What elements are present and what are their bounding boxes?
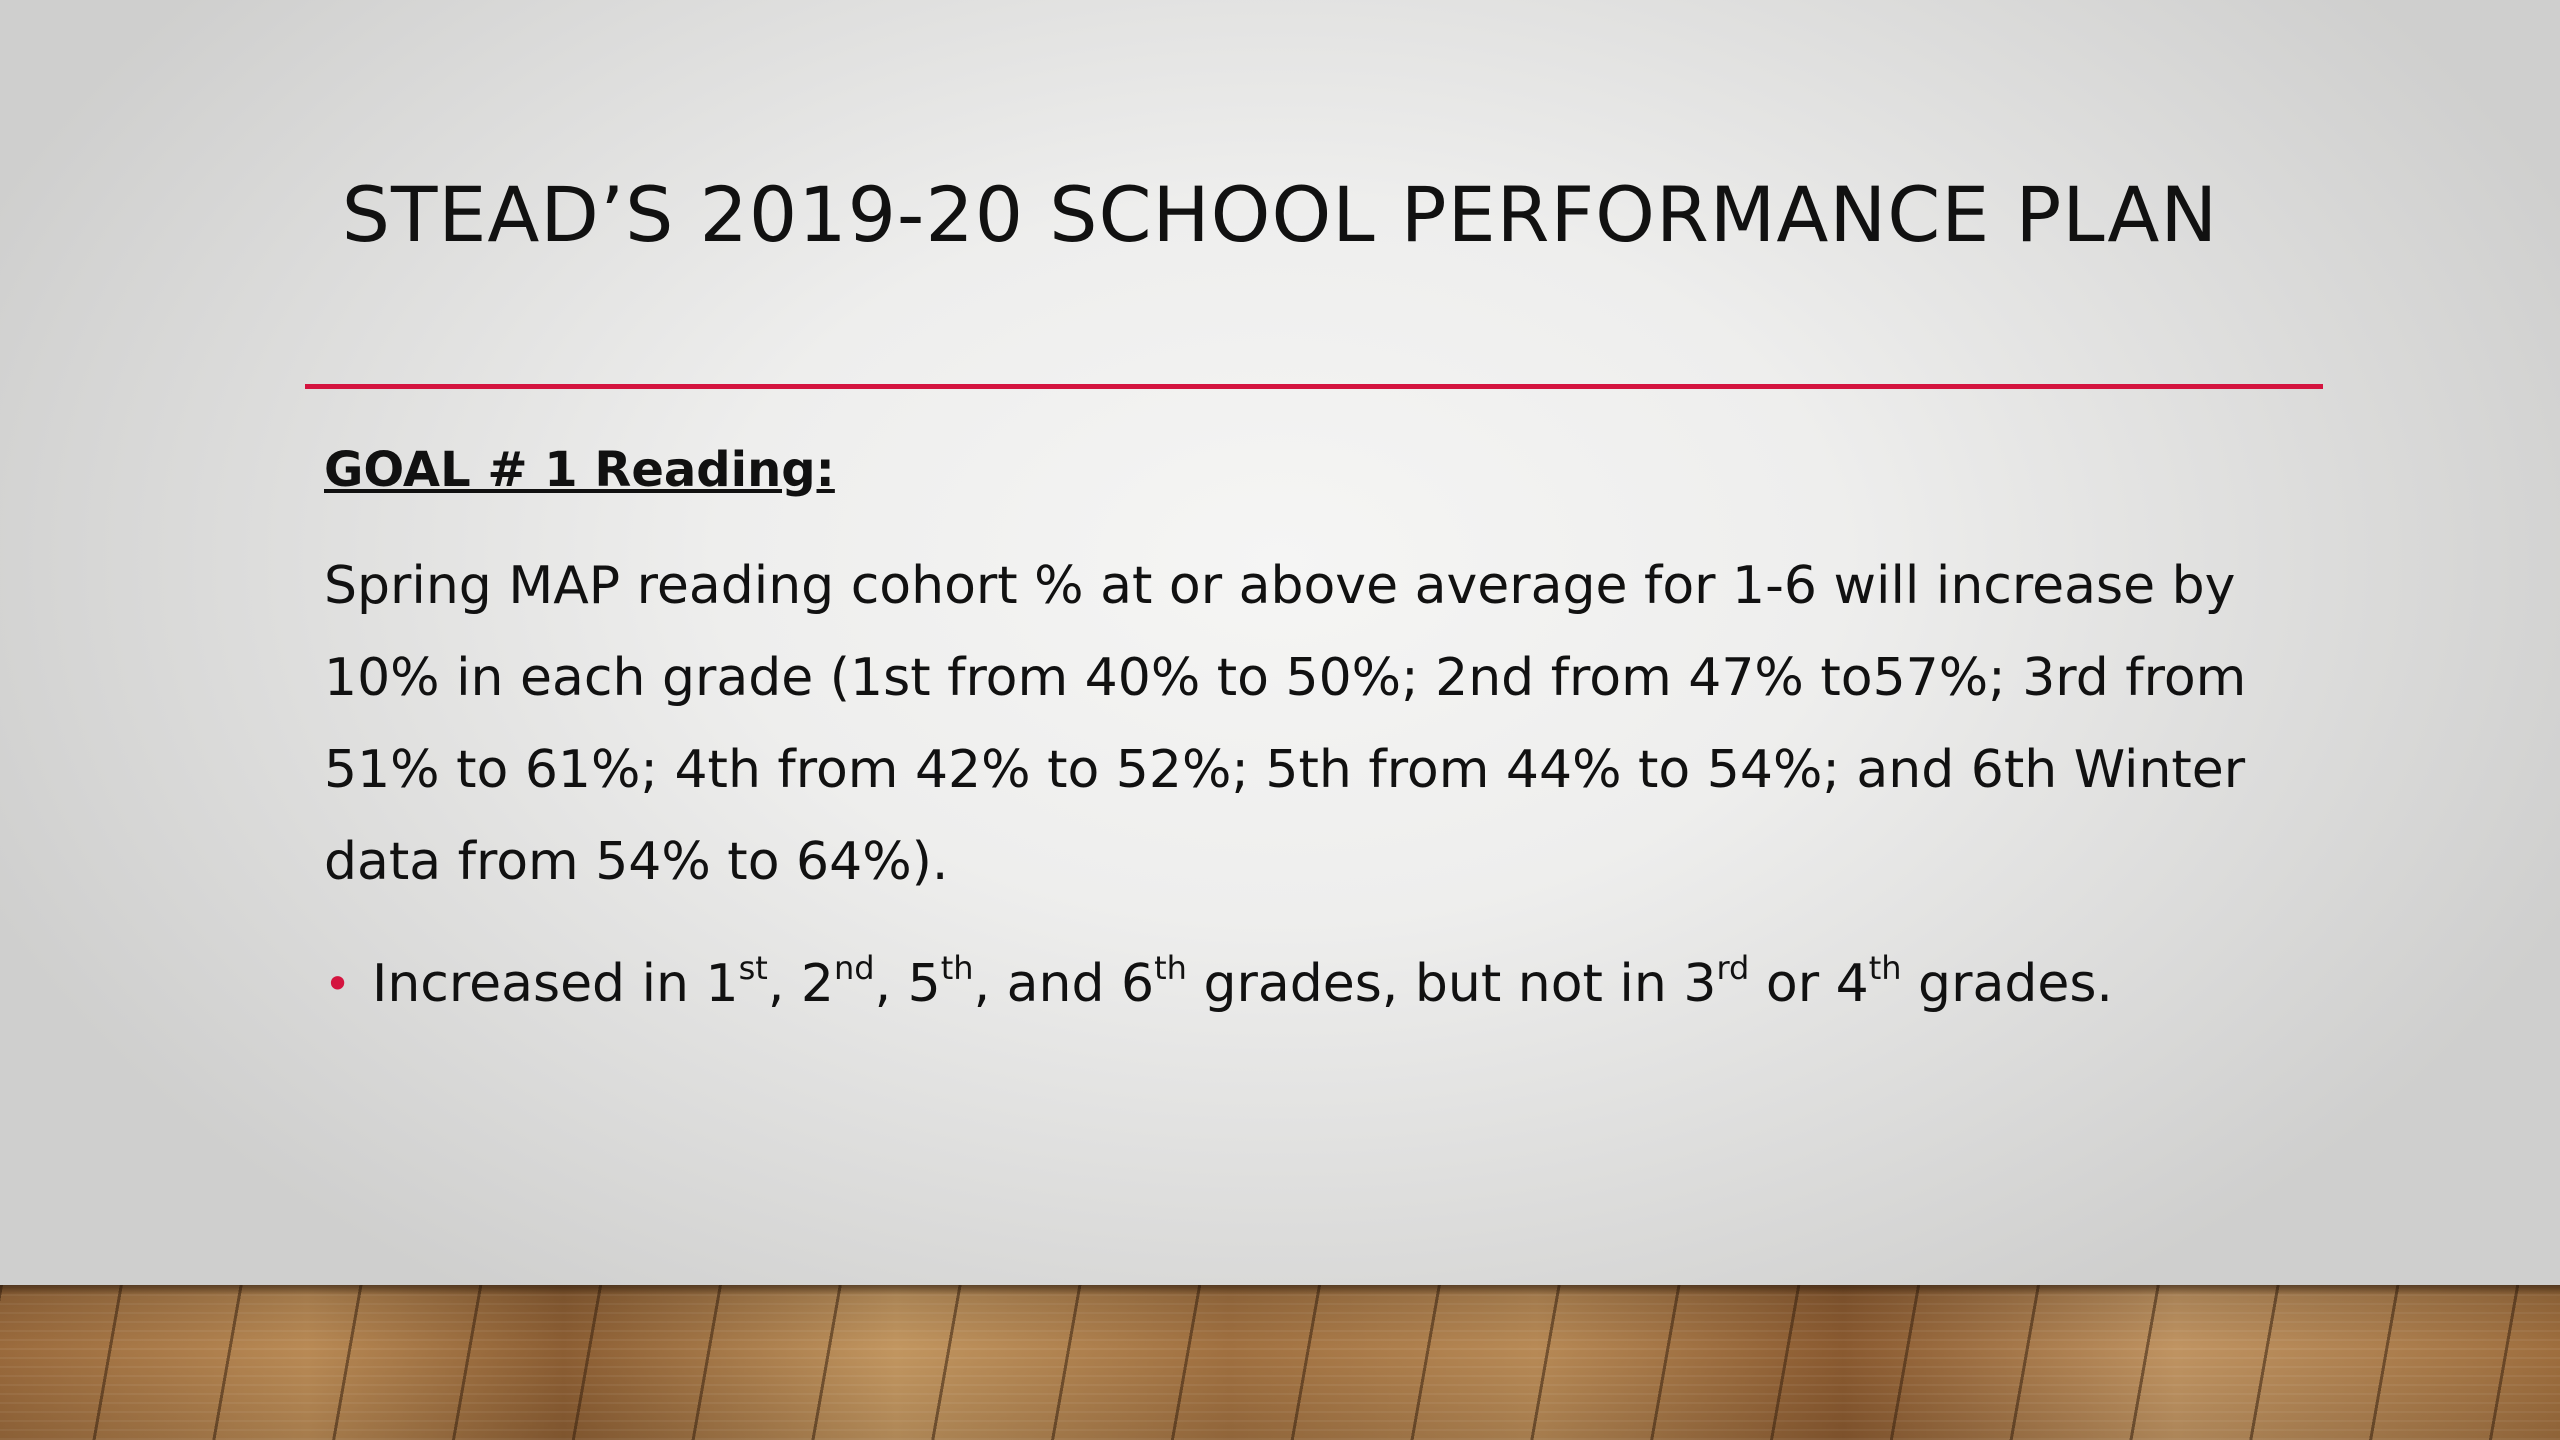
floor-shading <box>0 1285 2560 1440</box>
ordinal-suffix: nd <box>834 949 875 987</box>
slide-title: STEAD’S 2019-20 SCHOOL PERFORMANCE PLAN <box>341 170 2219 259</box>
bullet-text-part: , 2 <box>767 954 834 1014</box>
slide-content <box>324 440 2284 1024</box>
result-bullet <box>324 944 2284 1024</box>
ordinal-suffix: th <box>1868 949 1902 987</box>
wood-floor-decoration <box>0 1285 2560 1440</box>
ordinal-suffix: th <box>1154 949 1187 987</box>
bullet-dot-icon: • <box>324 957 352 1011</box>
bullet-text-part: , and 6 <box>973 954 1155 1014</box>
bullet-text-part: Increased in 1 <box>372 954 739 1014</box>
ordinal-suffix: th <box>940 949 974 987</box>
bullet-text-part: grades. <box>1901 954 2113 1014</box>
bullet-text-part: , 5 <box>874 954 941 1014</box>
title-divider-rule <box>305 384 2323 389</box>
ordinal-suffix: st <box>738 949 768 987</box>
bullet-text-part: grades, but not in 3 <box>1186 954 1717 1014</box>
ordinal-suffix: rd <box>1716 949 1750 987</box>
bullet-text-part: or 4 <box>1749 954 1869 1014</box>
goal-description: Spring MAP reading cohort % at or above average for 1-6 will increase by 10% in each grade (1st from 40% to 50%; 2nd from 47% to57%; 3rd from 51% to 61%; 4th from 42% to 52%; 5th from 44% to 54%; and 6th Winter data from 54% to 64%). <box>324 556 2247 892</box>
goal-heading: GOAL # 1 Reading: <box>324 442 835 498</box>
